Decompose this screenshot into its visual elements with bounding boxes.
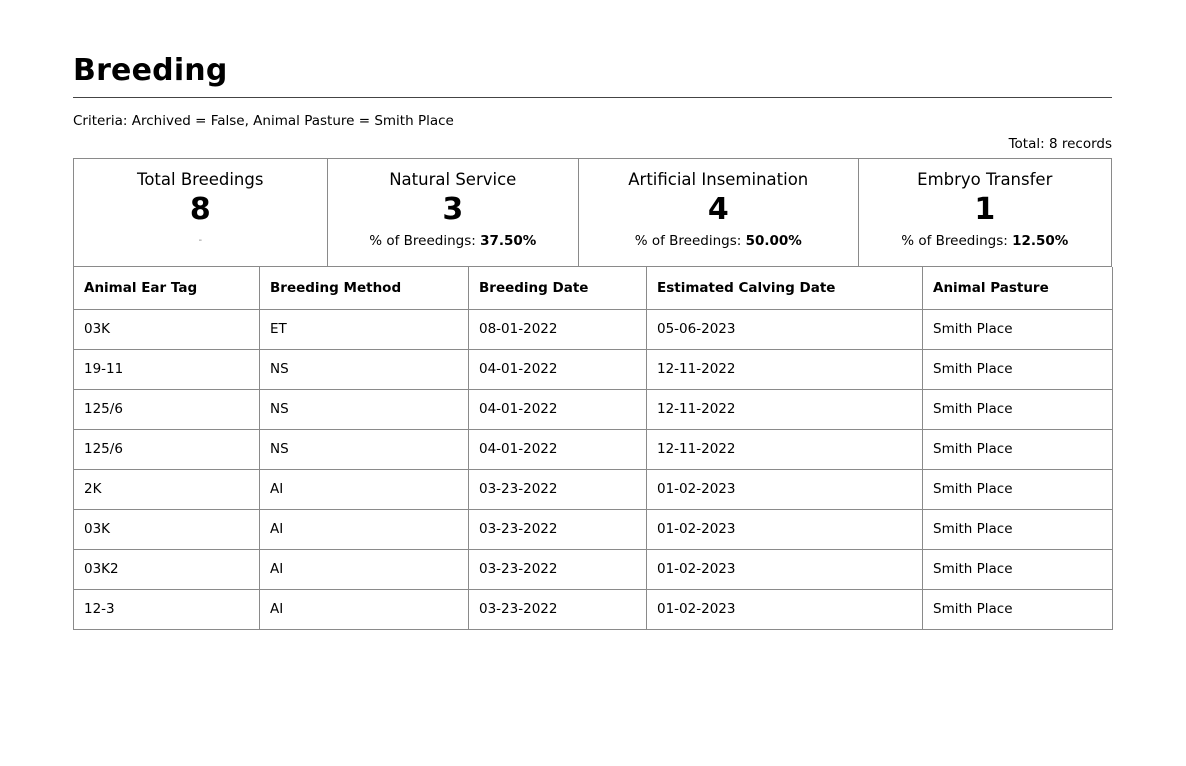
cell-breeding-date: 04-01-2022 — [469, 389, 647, 429]
table-row — [74, 589, 1113, 629]
cell-estimated-calving-date: 05-06-2023 — [647, 309, 923, 349]
summary-value: 1 — [974, 192, 996, 227]
cell-animal-pasture: Smith Place — [923, 309, 1113, 349]
table-row — [74, 389, 1113, 429]
cell-animal-ear-tag: 125/6 — [74, 429, 260, 469]
cell-breeding-method: NS — [260, 389, 469, 429]
percentage-value: 12.50% — [1012, 233, 1069, 249]
cell-breeding-method: AI — [260, 589, 469, 629]
column-header-breeding-date: Breeding Date — [469, 267, 647, 309]
percentage-value: 37.50% — [480, 233, 537, 249]
column-header-breeding-method: Breeding Method — [260, 267, 469, 309]
cell-animal-ear-tag: 125/6 — [74, 389, 260, 429]
summary-label: Total Breedings — [137, 170, 264, 189]
table-row — [74, 429, 1113, 469]
cell-breeding-method: AI — [260, 509, 469, 549]
cell-animal-pasture: Smith Place — [923, 509, 1113, 549]
column-header-estimated-calving-date: Estimated Calving Date — [647, 267, 923, 309]
summary-card-artificial-insemination — [579, 159, 858, 266]
column-header-animal-ear-tag: Animal Ear Tag — [74, 267, 260, 309]
summary-percentage — [579, 232, 857, 250]
cell-breeding-date: 03-23-2022 — [469, 589, 647, 629]
cell-animal-pasture: Smith Place — [923, 549, 1113, 589]
cell-breeding-method: AI — [260, 549, 469, 589]
percentage-label: % of Breedings: — [634, 233, 746, 249]
cell-estimated-calving-date: 12-11-2022 — [647, 349, 923, 389]
total-records: Total: 8 records — [1008, 136, 1112, 152]
cell-breeding-date: 04-01-2022 — [469, 429, 647, 469]
cell-animal-ear-tag: 19-11 — [74, 349, 260, 389]
percentage-value: 50.00% — [745, 233, 802, 249]
cell-breeding-date: 03-23-2022 — [469, 549, 647, 589]
summary-label: Artificial Insemination — [628, 170, 809, 189]
table-row — [74, 509, 1113, 549]
cell-breeding-date: 03-23-2022 — [469, 509, 647, 549]
column-header-animal-pasture: Animal Pasture — [923, 267, 1113, 309]
cell-breeding-method: NS — [260, 429, 469, 469]
summary-label: Embryo Transfer — [917, 170, 1053, 189]
cell-animal-ear-tag: 03K — [74, 509, 260, 549]
cell-animal-pasture: Smith Place — [923, 589, 1113, 629]
table-header-row — [74, 267, 1113, 309]
cell-breeding-method: NS — [260, 349, 469, 389]
breeding-report — [73, 52, 1112, 630]
summary-card-natural-service — [328, 159, 580, 266]
cell-estimated-calving-date: 01-02-2023 — [647, 589, 923, 629]
cell-animal-ear-tag: 2K — [74, 469, 260, 509]
summary-value: 3 — [442, 192, 464, 227]
cell-animal-pasture: Smith Place — [923, 429, 1113, 469]
cell-estimated-calving-date: 12-11-2022 — [647, 389, 923, 429]
cell-animal-pasture: Smith Place — [923, 389, 1113, 429]
table-row — [74, 349, 1113, 389]
summary-value: 8 — [189, 192, 211, 227]
cell-breeding-date: 03-23-2022 — [469, 469, 647, 509]
cell-animal-ear-tag: 03K — [74, 309, 260, 349]
cell-animal-pasture: Smith Place — [923, 469, 1113, 509]
percentage-label: % of Breedings: — [901, 233, 1013, 249]
cell-breeding-date: 08-01-2022 — [469, 309, 647, 349]
cell-animal-ear-tag: 12-3 — [74, 589, 260, 629]
cell-breeding-method: ET — [260, 309, 469, 349]
cell-breeding-method: AI — [260, 469, 469, 509]
summary-percentage — [859, 232, 1112, 250]
percentage-label: % of Breedings: — [369, 233, 481, 249]
summary-note: - — [198, 235, 203, 246]
cell-animal-pasture: Smith Place — [923, 349, 1113, 389]
summary-card-total-breedings — [74, 159, 328, 266]
cell-estimated-calving-date: 01-02-2023 — [647, 549, 923, 589]
page-title: Breeding — [73, 53, 228, 88]
criteria-text: Criteria: Archived = False, Animal Pasture = Smith Place — [73, 113, 454, 129]
summary-percentage — [328, 232, 579, 250]
table-row — [74, 309, 1113, 349]
summary-card-embryo-transfer — [859, 159, 1112, 266]
title-divider — [73, 97, 1112, 98]
summary-label: Natural Service — [389, 170, 517, 189]
cell-breeding-date: 04-01-2022 — [469, 349, 647, 389]
cell-estimated-calving-date: 01-02-2023 — [647, 469, 923, 509]
breeding-records-table — [73, 267, 1113, 630]
cell-animal-ear-tag: 03K2 — [74, 549, 260, 589]
summary-value: 4 — [707, 192, 729, 227]
table-row — [74, 549, 1113, 589]
cell-estimated-calving-date: 12-11-2022 — [647, 429, 923, 469]
summary-panel — [73, 158, 1112, 267]
cell-estimated-calving-date: 01-02-2023 — [647, 509, 923, 549]
table-row — [74, 469, 1113, 509]
